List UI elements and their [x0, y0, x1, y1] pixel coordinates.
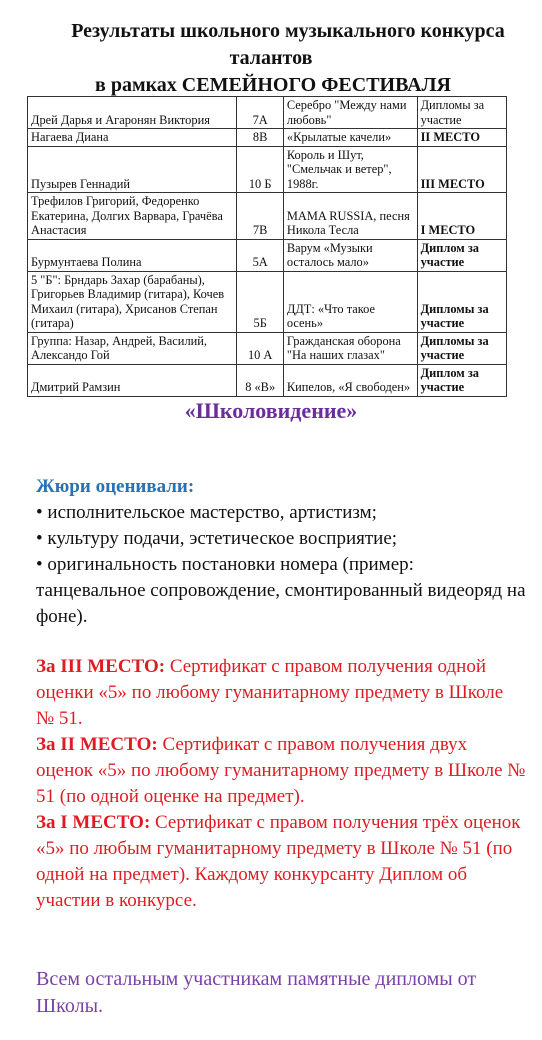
award-first	[36, 810, 526, 914]
place-cell: Дипломы за участие	[417, 271, 506, 332]
table-row	[28, 129, 507, 147]
criteria-heading: Жюри оценивали:	[36, 476, 195, 497]
class-cell: 10 А	[237, 332, 283, 364]
title-line-1: Результаты школьного музыкального конкурса	[71, 20, 505, 42]
place-cell: Дипломы за участие	[417, 97, 506, 129]
class-cell: 7А	[237, 97, 283, 129]
participant-cell: Трефилов Григорий, Федоренко Екатерина, Долгих Варвара, Грачёва Анастасия	[28, 193, 237, 240]
class-cell: 5Б	[237, 271, 283, 332]
table-row	[28, 146, 507, 193]
page-title	[0, 18, 542, 99]
participant-cell: Пузырев Геннадий	[28, 146, 237, 193]
title-line-2: талантов	[229, 47, 313, 69]
song-cell: ДДТ: «Что такое осень»	[283, 271, 417, 332]
show-name: «Школовидение»	[184, 398, 358, 423]
award-third	[36, 654, 526, 732]
results-table	[27, 96, 507, 397]
song-cell: Серебро "Между нами любовь"	[283, 97, 417, 129]
award-label: За III МЕСТО:	[36, 656, 166, 677]
table-row	[28, 271, 507, 332]
table-row	[28, 239, 507, 271]
place-cell: II МЕСТО	[417, 129, 506, 147]
class-cell: 7В	[237, 193, 283, 240]
award-second	[36, 732, 526, 810]
awards-section	[36, 654, 526, 914]
song-cell: MAMA RUSSIA, песня Никола Тесла	[283, 193, 417, 240]
table-row	[28, 332, 507, 364]
participant-cell: Бурмунтаева Полина	[28, 239, 237, 271]
title-line-3: в рамках СЕМЕЙНОГО ФЕСТИВАЛЯ	[95, 74, 451, 96]
criteria-item: • исполнительское мастерство, артистизм;	[36, 502, 377, 523]
criteria-item: • культуру подачи, эстетическое восприятие;	[36, 528, 398, 549]
criteria-section	[36, 474, 526, 630]
song-cell: Кипелов, «Я свободен»	[283, 364, 417, 396]
participant-cell: Дрей Дарья и Агаронян Виктория	[28, 97, 237, 129]
class-cell: 8В	[237, 129, 283, 147]
award-text: Сертификат с правом получения двух оценок «5» по любому гуманитарному предмету в Школе № 51 (по одной оценке на предмет).	[36, 734, 526, 807]
participant-cell: Группа: Назар, Андрей, Василий, Александо Гой	[28, 332, 237, 364]
criteria-item: • оригинальность постановки номера (пример: танцевальное сопровождение, смонтированный видеоряд на фоне).	[36, 554, 526, 627]
song-cell: Король и Шут, "Смельчак и ветер", 1988г.	[283, 146, 417, 193]
song-cell: «Крылатые качели»	[283, 129, 417, 147]
place-cell: Диплом за участие	[417, 239, 506, 271]
participant-cell: Дмитрий Рамзин	[28, 364, 237, 396]
table-row	[28, 193, 507, 240]
song-cell: Варум «Музыки осталось мало»	[283, 239, 417, 271]
award-text: Сертификат с правом получения трёх оценок «5» по любым гуманитарному предмету в Школе № 51 (по одной на предмет). Каждому конкурсанту Диплом об участии в конкурсе.	[36, 812, 521, 911]
participant-cell: Нагаева Диана	[28, 129, 237, 147]
class-cell: 5А	[237, 239, 283, 271]
award-label: За II МЕСТО:	[36, 734, 158, 755]
place-cell: Дипломы за участие	[417, 332, 506, 364]
place-cell: III МЕСТО	[417, 146, 506, 193]
place-cell: I МЕСТО	[417, 193, 506, 240]
class-cell: 10 Б	[237, 146, 283, 193]
participant-cell: 5 "Б": Брндарь Захар (барабаны), Григорьев Владимир (гитара), Кочев Михаил (гитара), Хрисанов Степан (гитара)	[28, 271, 237, 332]
final-note: Всем остальным участникам памятные дипломы от Школы.	[36, 968, 477, 1017]
place-cell: Диплом за участие	[417, 364, 506, 396]
award-label: За I МЕСТО:	[36, 812, 151, 833]
song-cell: Гражданская оборона "На наших глазах"	[283, 332, 417, 364]
table-row	[28, 97, 507, 129]
class-cell: 8 «В»	[237, 364, 283, 396]
table-row	[28, 364, 507, 396]
award-text: Сертификат с правом получения одной оценки «5» по любому гуманитарному предмету в Школе № 51.	[36, 656, 504, 729]
